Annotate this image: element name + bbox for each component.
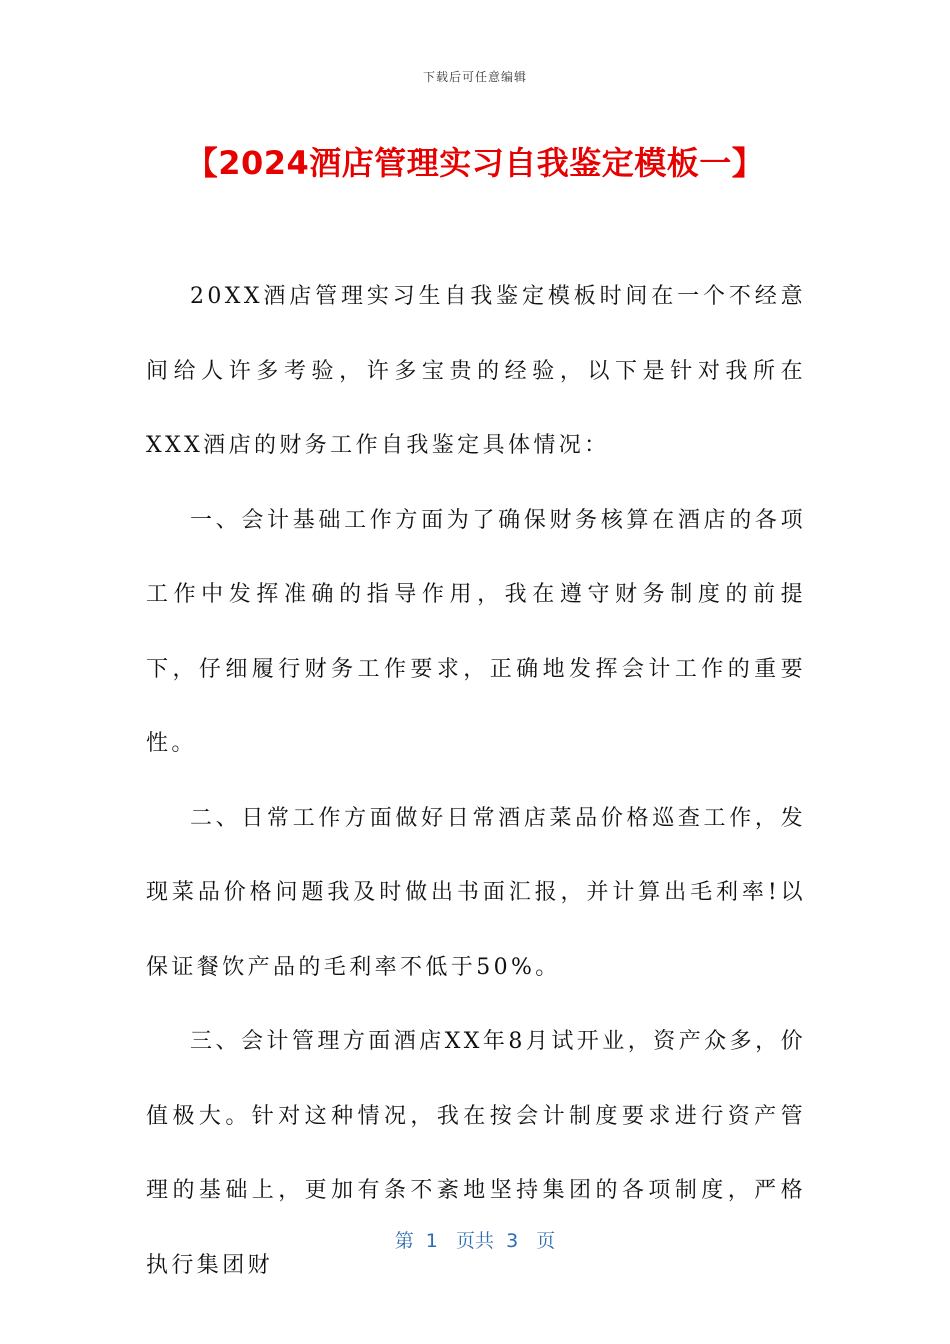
document-title: 【2024酒店管理实习自我鉴定模板一】	[185, 144, 765, 182]
page-footer: 第 1 页共 3 页	[394, 1230, 556, 1252]
paragraph-4: 三、会计管理方面酒店XX年8月试开业，资产众多，价值极大。针对这种情况，我在按会计制度要求进行资产管理的基础上，更加有条不紊地坚持集团的各项制度，严格执行集团财	[146, 1029, 806, 1278]
document-body	[146, 260, 806, 1303]
header-note: 下载后可任意编辑	[422, 70, 527, 84]
paragraph-3: 二、日常工作方面做好日常酒店菜品价格巡查工作，发现菜品价格问题我及时做出书面汇报，并计算出毛利率!以保证餐饮产品的毛利率不低于50%。	[146, 805, 806, 980]
paragraph-2: 一、会计基础工作方面为了确保财务核算在酒店的各项工作中发挥准确的指导作用，我在遵守财务制度的前提下，仔细履行财务工作要求，正确地发挥会计工作的重要性。	[146, 507, 806, 756]
paragraph-1: 20XX酒店管理实习生自我鉴定模板时间在一个不经意间给人许多考验，许多宝贵的经验，以下是针对我所在XXX酒店的财务工作自我鉴定具体情况：	[146, 284, 806, 458]
